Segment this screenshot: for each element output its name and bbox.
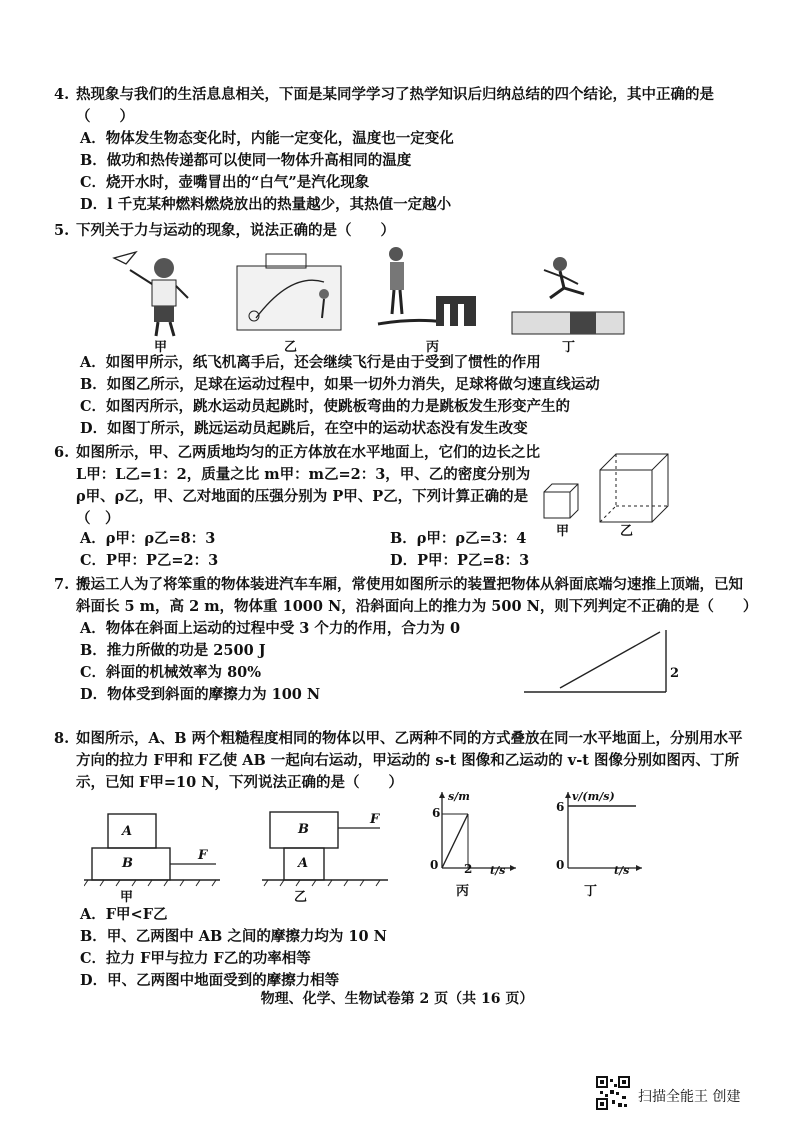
q5-options <box>54 352 754 440</box>
q8-option-c: C．拉力 F甲与拉力 F乙的功率相等 <box>80 950 311 967</box>
yi-force-label: F <box>370 812 380 827</box>
q8-option-b: B．甲、乙两图中 AB 之间的摩擦力均为 10 N <box>80 928 387 945</box>
page-footer: 物理、化学、生物试卷第 2 页（共 16 页） <box>260 991 534 1007</box>
long-jump-figure <box>510 254 626 336</box>
v-t-ylabel: v/(m/s) <box>572 790 615 803</box>
q6-number: 6. <box>54 444 70 461</box>
q8-number: 8. <box>54 730 70 747</box>
q8-option-d: D．甲、乙两图中地面受到的摩擦力相等 <box>80 972 340 989</box>
q4-number: 4. <box>54 86 70 103</box>
question-5 <box>54 220 754 242</box>
q6-option-c: C．P甲：P乙=2：3 <box>80 552 219 569</box>
paper-plane-boy-figure <box>108 246 208 338</box>
q4-option-c: C．烧开水时，壶嘴冒出的“白气”是汽化现象 <box>80 174 370 191</box>
q6-caption-jia: 甲 <box>556 524 570 539</box>
q6-stem: 如图所示，甲、乙两质地均匀的正方体放在水平地面上，它们的边长之比 L甲：L乙=1：2，质量之比 m甲：m乙=2：3，甲、乙的密度分别为 ρ甲、ρ乙，甲、乙对地面的压强分别为 P甲、P乙，下列计算正确的是（ ） <box>76 444 540 527</box>
q7-option-c: C．斜面的机械效率为 80% <box>80 664 262 681</box>
q5-caption-ding: 丁 <box>562 340 576 355</box>
q5-caption-yi: 乙 <box>284 340 298 355</box>
yi-block-b-label: B <box>298 822 309 837</box>
q5-option-d: D．如图丁所示，跳远运动员起跳后，在空中的运动状态没有发生改变 <box>80 420 528 437</box>
diving-board-figure <box>374 244 480 334</box>
qr-code-icon <box>596 1076 630 1110</box>
jia-block-a-label: A <box>122 824 133 839</box>
football-figure <box>236 252 344 332</box>
q8-caption-ding: 丁 <box>584 884 598 899</box>
q7-option-a: A．物体在斜面上运动的过程中受 3 个力的作用，合力为 0 <box>80 620 461 637</box>
q7-side-label: 2 <box>670 666 680 681</box>
v-t-xlabel: t/s <box>614 864 630 877</box>
q7-number: 7. <box>54 576 70 593</box>
q6-option-a: A．ρ甲：ρ乙=8：3 <box>80 530 216 547</box>
q7-option-d: D．物体受到斜面的摩擦力为 100 N <box>80 686 321 703</box>
q5-option-a: A．如图甲所示，纸飞机离手后，还会继续飞行是由于受到了惯性的作用 <box>80 354 541 371</box>
s-t-xlabel: t/s <box>490 864 506 877</box>
incline-figure <box>520 624 670 696</box>
q4-stem: 热现象与我们的生活息息相关，下面是某同学学习了热学知识后归纳总结的四个结论，其中正确的是（ ） <box>76 86 714 125</box>
q6-caption-yi: 乙 <box>620 524 634 539</box>
q4-option-b: B．做功和热传递都可以使同一物体升高相同的温度 <box>80 152 412 169</box>
q5-caption-jia: 甲 <box>154 340 168 355</box>
s-t-y-tick: 6 <box>432 806 441 820</box>
question-6 <box>54 442 544 530</box>
s-t-ylabel: s/m <box>448 790 470 803</box>
v-t-y-tick: 6 <box>556 800 565 814</box>
v-t-origin: 0 <box>556 858 565 872</box>
s-t-x-tick: 2 <box>464 862 473 876</box>
q7-option-b: B．推力所做的功是 2500 J <box>80 642 266 659</box>
q8-options <box>54 904 754 992</box>
q5-caption-bing: 丙 <box>426 340 440 355</box>
s-t-line <box>442 814 468 868</box>
s-t-graph <box>432 788 520 872</box>
q8-caption-bing: 丙 <box>456 884 470 899</box>
question-4 <box>54 84 754 216</box>
q8-caption-yi: 乙 <box>294 890 308 905</box>
q4-option-a: A．物体发生物态变化时，内能一定变化，温度也一定变化 <box>80 130 454 147</box>
q8-caption-jia: 甲 <box>120 890 134 905</box>
q8-stem: 如图所示，A、B 两个粗糙程度相同的物体以甲、乙两种不同的方式叠放在同一水平地面上，分别用水平方向的拉力 F甲和 F乙使 AB 一起向右运动，甲运动的 s-t 图像和乙运动的 v-t 图像分别如图丙、丁所示，已知 F甲=10 N，下列说法正确的是（ ） <box>76 730 743 791</box>
q6-options <box>54 528 754 572</box>
q8-option-a: A．F甲<F乙 <box>80 906 168 923</box>
jia-block-b-label: B <box>122 856 133 871</box>
s-t-origin: 0 <box>430 858 439 872</box>
yi-block-a-label: A <box>298 856 309 871</box>
q6-option-d: D．P甲：P乙=8：3 <box>390 552 530 569</box>
q4-option-d: D．l 千克某种燃料燃烧放出的热量越少，其热值一定越小 <box>80 196 452 213</box>
q6-option-b: B．ρ甲：ρ乙=3：4 <box>390 530 527 547</box>
question-8 <box>54 728 754 794</box>
jia-force-label: F <box>198 848 208 863</box>
q5-option-b: B．如图乙所示，足球在运动过程中，如果一切外力消失，足球将做匀速直线运动 <box>80 376 600 393</box>
q5-number: 5. <box>54 222 70 239</box>
scanner-brand-text: 扫描全能王 创建 <box>638 1089 741 1105</box>
q7-stem: 搬运工人为了将笨重的物体装进汽车车厢，常使用如图所示的装置把物体从斜面底端匀速推上顶端，已知斜面长 5 m，高 2 m，物体重 1000 N，沿斜面向上的推力为 500 N，则下列判定不正确的是（ ） <box>76 576 758 615</box>
q5-option-c: C．如图丙所示，跳水运动员起跳时，使跳板弯曲的力是跳板发生形变产生的 <box>80 398 571 415</box>
q5-stem: 下列关于力与运动的现象，说法正确的是（ ） <box>76 222 395 239</box>
